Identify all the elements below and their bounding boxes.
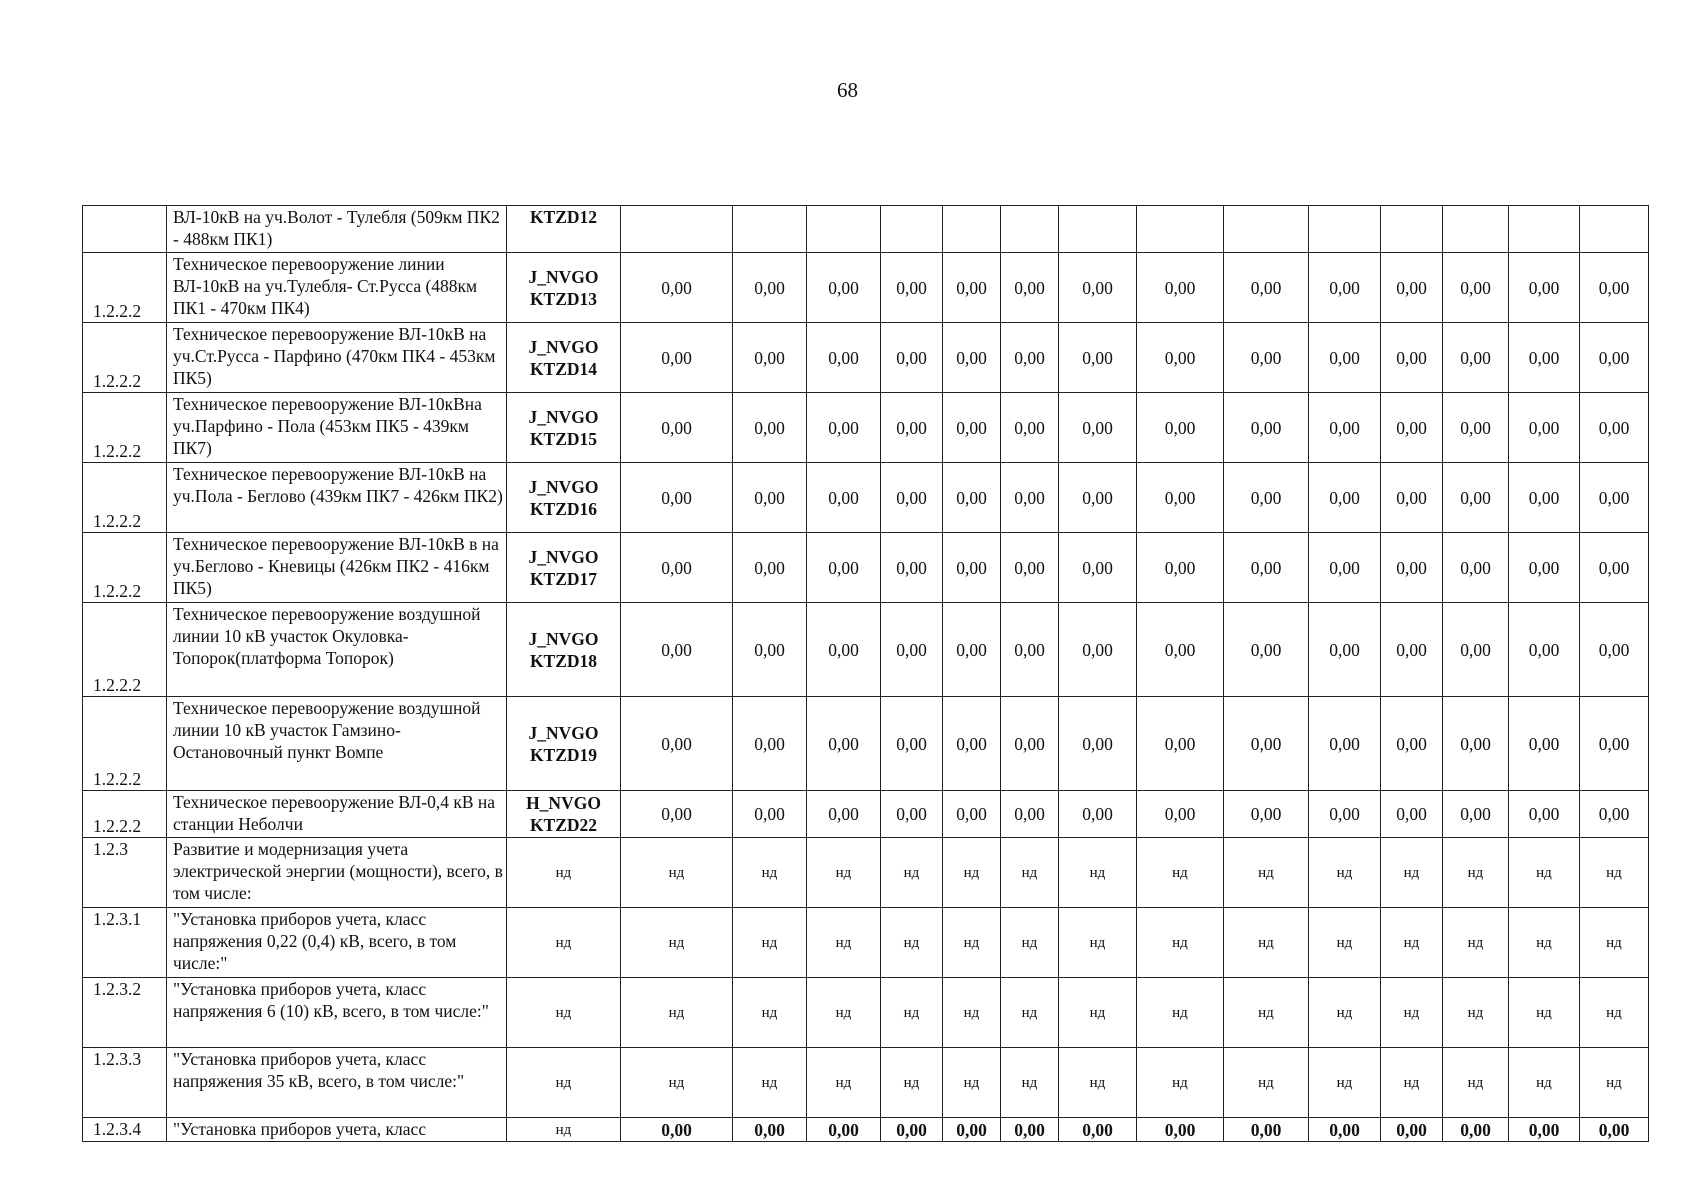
- value-cell: 0,00: [1381, 791, 1443, 838]
- value-cell: 0,00: [733, 323, 807, 393]
- value-cell: 0,00: [1309, 323, 1381, 393]
- value-cell: 0,00: [1509, 791, 1580, 838]
- value-cell: нд: [1381, 1048, 1443, 1118]
- value-cell: 0,00: [621, 791, 733, 838]
- value-cell: нд: [1001, 978, 1059, 1048]
- value-cell: 0,00: [1001, 533, 1059, 603]
- value-cell: [943, 206, 1001, 253]
- value-cell: нд: [943, 978, 1001, 1048]
- value-cell: 0,00: [943, 323, 1001, 393]
- table-row: [83, 323, 1649, 393]
- row-number-cell: 1.2.2.2: [83, 253, 167, 323]
- value-cell: [1059, 206, 1137, 253]
- value-cell: 0,00: [807, 253, 881, 323]
- row-number-cell: 1.2.2.2: [83, 533, 167, 603]
- row-number-cell: 1.2.2.2: [83, 603, 167, 697]
- value-cell: нд: [807, 1048, 881, 1118]
- value-cell: 0,00: [1309, 791, 1381, 838]
- row-name-cell: Техническое перевооружение ВЛ-10кВна уч.Парфино - Пола (453км ПК5 - 439км ПК7): [167, 393, 507, 463]
- value-cell: нд: [1224, 1048, 1309, 1118]
- value-cell: нд: [1309, 978, 1381, 1048]
- value-cell: нд: [733, 838, 807, 908]
- value-cell: нд: [1509, 908, 1580, 978]
- row-number-cell: 1.2.2.2: [83, 393, 167, 463]
- value-cell: 0,00: [943, 697, 1001, 791]
- value-cell: 0,00: [733, 603, 807, 697]
- value-cell: 0,00: [1059, 393, 1137, 463]
- value-cell: 0,00: [1224, 791, 1309, 838]
- value-cell: 0,00: [1224, 253, 1309, 323]
- value-cell: 0,00: [621, 533, 733, 603]
- value-cell: 0,00: [1443, 791, 1509, 838]
- value-cell: 0,00: [1580, 533, 1649, 603]
- table-row: [83, 393, 1649, 463]
- value-cell: 0,00: [807, 1118, 881, 1142]
- row-number-cell: [83, 206, 167, 253]
- row-code-cell: нд: [507, 908, 621, 978]
- value-cell: 0,00: [1224, 323, 1309, 393]
- value-cell: 0,00: [943, 1118, 1001, 1142]
- value-cell: 0,00: [1381, 253, 1443, 323]
- value-cell: нд: [1059, 908, 1137, 978]
- value-cell: 0,00: [1443, 463, 1509, 533]
- value-cell: 0,00: [621, 697, 733, 791]
- value-cell: 0,00: [1001, 323, 1059, 393]
- row-code-cell: нд: [507, 1048, 621, 1118]
- value-cell: нд: [1443, 838, 1509, 908]
- value-cell: 0,00: [1580, 791, 1649, 838]
- value-cell: [733, 206, 807, 253]
- value-cell: [1580, 206, 1649, 253]
- table-row: [83, 603, 1649, 697]
- row-name-cell: Техническое перевооружение ВЛ-0,4 кВ на станции Неболчи: [167, 791, 507, 838]
- value-cell: 0,00: [1309, 1118, 1381, 1142]
- row-name-cell: Техническое перевооружение воздушной линии 10 кВ участок Гамзино-Остановочный пункт Вомпе: [167, 697, 507, 791]
- row-code-cell: J_NVGO KTZD18: [507, 603, 621, 697]
- value-cell: 0,00: [1001, 1118, 1059, 1142]
- value-cell: нд: [621, 978, 733, 1048]
- value-cell: 0,00: [1137, 603, 1224, 697]
- value-cell: 0,00: [621, 463, 733, 533]
- table-row: [83, 978, 1649, 1048]
- value-cell: 0,00: [881, 1118, 943, 1142]
- value-cell: нд: [621, 1048, 733, 1118]
- value-cell: нд: [1509, 1048, 1580, 1118]
- value-cell: нд: [881, 978, 943, 1048]
- value-cell: 0,00: [1381, 323, 1443, 393]
- value-cell: 0,00: [1509, 1118, 1580, 1142]
- value-cell: 0,00: [1001, 603, 1059, 697]
- value-cell: нд: [1309, 1048, 1381, 1118]
- value-cell: 0,00: [1381, 533, 1443, 603]
- value-cell: [1001, 206, 1059, 253]
- value-cell: 0,00: [1059, 463, 1137, 533]
- value-cell: 0,00: [1443, 603, 1509, 697]
- page-number: 68: [837, 78, 858, 102]
- value-cell: 0,00: [1580, 603, 1649, 697]
- value-cell: нд: [1001, 838, 1059, 908]
- value-cell: 0,00: [881, 603, 943, 697]
- row-number-cell: 1.2.2.2: [83, 791, 167, 838]
- value-cell: нд: [1137, 838, 1224, 908]
- value-cell: нд: [1224, 978, 1309, 1048]
- investment-table-wrapper: [82, 205, 1649, 1142]
- value-cell: нд: [1137, 908, 1224, 978]
- value-cell: 0,00: [881, 323, 943, 393]
- value-cell: нд: [807, 908, 881, 978]
- value-cell: 0,00: [733, 393, 807, 463]
- value-cell: нд: [621, 908, 733, 978]
- value-cell: 0,00: [733, 697, 807, 791]
- value-cell: нд: [881, 1048, 943, 1118]
- value-cell: 0,00: [1224, 1118, 1309, 1142]
- value-cell: 0,00: [881, 463, 943, 533]
- value-cell: нд: [1509, 978, 1580, 1048]
- value-cell: 0,00: [733, 253, 807, 323]
- row-name-cell: "Установка приборов учета, класс напряжения 35 кВ, всего, в том числе:": [167, 1048, 507, 1118]
- value-cell: [1309, 206, 1381, 253]
- value-cell: [1443, 206, 1509, 253]
- row-number-cell: 1.2.3: [83, 838, 167, 908]
- row-name-cell: "Установка приборов учета, класс напряжения 6 (10) кВ, всего, в том числе:": [167, 978, 507, 1048]
- row-number-cell: 1.2.2.2: [83, 697, 167, 791]
- value-cell: 0,00: [1137, 463, 1224, 533]
- value-cell: 0,00: [1580, 253, 1649, 323]
- value-cell: 0,00: [1001, 697, 1059, 791]
- value-cell: нд: [807, 978, 881, 1048]
- value-cell: 0,00: [1137, 533, 1224, 603]
- value-cell: 0,00: [807, 323, 881, 393]
- row-name-cell: "Установка приборов учета, класс: [167, 1118, 507, 1142]
- value-cell: 0,00: [1224, 603, 1309, 697]
- value-cell: 0,00: [807, 393, 881, 463]
- value-cell: [1381, 206, 1443, 253]
- value-cell: нд: [733, 978, 807, 1048]
- value-cell: нд: [1059, 838, 1137, 908]
- value-cell: 0,00: [733, 463, 807, 533]
- row-code-cell: нд: [507, 1118, 621, 1142]
- value-cell: 0,00: [1001, 393, 1059, 463]
- value-cell: 0,00: [1509, 697, 1580, 791]
- row-code-cell: J_NVGO KTZD16: [507, 463, 621, 533]
- investment-table: [82, 205, 1649, 1142]
- value-cell: 0,00: [881, 253, 943, 323]
- value-cell: 0,00: [1137, 697, 1224, 791]
- row-code-cell: J_NVGO KTZD13: [507, 253, 621, 323]
- table-row: [83, 463, 1649, 533]
- table-row: [83, 697, 1649, 791]
- value-cell: нд: [1509, 838, 1580, 908]
- value-cell: 0,00: [1309, 463, 1381, 533]
- value-cell: 0,00: [1509, 393, 1580, 463]
- value-cell: нд: [943, 838, 1001, 908]
- table-row: [83, 1048, 1649, 1118]
- row-number-cell: 1.2.3.3: [83, 1048, 167, 1118]
- row-name-cell: Техническое перевооружение линии ВЛ-10кВ на уч.Тулебля- Ст.Русса (488км ПК1 - 470км ПК4): [167, 253, 507, 323]
- value-cell: 0,00: [1137, 253, 1224, 323]
- value-cell: 0,00: [1381, 1118, 1443, 1142]
- value-cell: 0,00: [1001, 253, 1059, 323]
- value-cell: 0,00: [943, 393, 1001, 463]
- value-cell: 0,00: [1580, 463, 1649, 533]
- row-name-cell: Развитие и модернизация учета электрической энергии (мощности), всего, в том числе:: [167, 838, 507, 908]
- value-cell: нд: [733, 908, 807, 978]
- row-code-cell: KTZD12: [507, 206, 621, 253]
- value-cell: 0,00: [1580, 1118, 1649, 1142]
- value-cell: 0,00: [1443, 323, 1509, 393]
- value-cell: нд: [1443, 908, 1509, 978]
- value-cell: нд: [733, 1048, 807, 1118]
- value-cell: [1137, 206, 1224, 253]
- value-cell: 0,00: [1509, 253, 1580, 323]
- value-cell: нд: [1137, 1048, 1224, 1118]
- value-cell: 0,00: [733, 791, 807, 838]
- row-name-cell: Техническое перевооружение ВЛ-10кВ в на уч.Беглово - Кневицы (426км ПК2 - 416км ПК5): [167, 533, 507, 603]
- value-cell: 0,00: [621, 393, 733, 463]
- value-cell: нд: [1580, 908, 1649, 978]
- value-cell: 0,00: [1580, 697, 1649, 791]
- value-cell: нд: [943, 1048, 1001, 1118]
- value-cell: 0,00: [1224, 697, 1309, 791]
- value-cell: 0,00: [1509, 463, 1580, 533]
- row-name-cell: Техническое перевооружение воздушной линии 10 кВ участок Окуловка-Топорок(платформа Топорок): [167, 603, 507, 697]
- value-cell: нд: [807, 838, 881, 908]
- value-cell: [1509, 206, 1580, 253]
- value-cell: нд: [1059, 978, 1137, 1048]
- table-row: [83, 838, 1649, 908]
- row-name-cell: Техническое перевооружение ВЛ-10кВ на уч.Пола - Беглово (439км ПК7 - 426км ПК2): [167, 463, 507, 533]
- value-cell: 0,00: [1137, 1118, 1224, 1142]
- value-cell: 0,00: [1059, 533, 1137, 603]
- row-code-cell: H_NVGO KTZD22: [507, 791, 621, 838]
- row-number-cell: 1.2.2.2: [83, 323, 167, 393]
- value-cell: нд: [1224, 908, 1309, 978]
- value-cell: 0,00: [733, 1118, 807, 1142]
- value-cell: 0,00: [807, 533, 881, 603]
- value-cell: 0,00: [621, 1118, 733, 1142]
- value-cell: 0,00: [1309, 393, 1381, 463]
- row-code-cell: J_NVGO KTZD14: [507, 323, 621, 393]
- row-number-cell: 1.2.2.2: [83, 463, 167, 533]
- table-row: [83, 206, 1649, 253]
- value-cell: 0,00: [1443, 1118, 1509, 1142]
- value-cell: 0,00: [733, 533, 807, 603]
- row-code-cell: J_NVGO KTZD19: [507, 697, 621, 791]
- row-code-cell: нд: [507, 838, 621, 908]
- table-row: [83, 533, 1649, 603]
- table-row: [83, 908, 1649, 978]
- value-cell: нд: [621, 838, 733, 908]
- value-cell: 0,00: [1224, 393, 1309, 463]
- table-row: [83, 253, 1649, 323]
- value-cell: нд: [1580, 978, 1649, 1048]
- value-cell: 0,00: [1059, 1118, 1137, 1142]
- value-cell: нд: [1443, 1048, 1509, 1118]
- value-cell: 0,00: [1224, 533, 1309, 603]
- row-name-cell: "Установка приборов учета, класс напряжения 0,22 (0,4) кВ, всего, в том числе:": [167, 908, 507, 978]
- value-cell: нд: [1580, 838, 1649, 908]
- value-cell: 0,00: [1059, 603, 1137, 697]
- value-cell: 0,00: [621, 253, 733, 323]
- value-cell: [621, 206, 733, 253]
- value-cell: 0,00: [1381, 603, 1443, 697]
- value-cell: 0,00: [1509, 323, 1580, 393]
- row-code-cell: J_NVGO KTZD17: [507, 533, 621, 603]
- value-cell: нд: [943, 908, 1001, 978]
- value-cell: 0,00: [943, 253, 1001, 323]
- value-cell: 0,00: [1309, 533, 1381, 603]
- value-cell: 0,00: [807, 697, 881, 791]
- value-cell: 0,00: [807, 463, 881, 533]
- row-code-cell: J_NVGO KTZD15: [507, 393, 621, 463]
- value-cell: 0,00: [881, 393, 943, 463]
- value-cell: 0,00: [1224, 463, 1309, 533]
- value-cell: 0,00: [1059, 791, 1137, 838]
- value-cell: 0,00: [621, 323, 733, 393]
- value-cell: нд: [1381, 838, 1443, 908]
- value-cell: 0,00: [881, 533, 943, 603]
- value-cell: 0,00: [943, 463, 1001, 533]
- value-cell: 0,00: [1137, 393, 1224, 463]
- table-row: [83, 1118, 1649, 1142]
- table-body: [83, 206, 1649, 1142]
- value-cell: нд: [1381, 978, 1443, 1048]
- value-cell: 0,00: [1001, 791, 1059, 838]
- row-name-cell: Техническое перевооружение ВЛ-10кВ на уч.Ст.Русса - Парфино (470км ПК4 - 453км ПК5): [167, 323, 507, 393]
- table-row: [83, 791, 1649, 838]
- value-cell: 0,00: [1059, 323, 1137, 393]
- value-cell: нд: [1309, 838, 1381, 908]
- value-cell: 0,00: [1309, 603, 1381, 697]
- value-cell: нд: [1381, 908, 1443, 978]
- value-cell: 0,00: [943, 603, 1001, 697]
- value-cell: 0,00: [1381, 697, 1443, 791]
- value-cell: 0,00: [1443, 253, 1509, 323]
- value-cell: 0,00: [1309, 697, 1381, 791]
- value-cell: 0,00: [943, 791, 1001, 838]
- row-number-cell: 1.2.3.1: [83, 908, 167, 978]
- value-cell: 0,00: [1059, 253, 1137, 323]
- row-number-cell: 1.2.3.4: [83, 1118, 167, 1142]
- value-cell: 0,00: [1509, 533, 1580, 603]
- value-cell: нд: [881, 838, 943, 908]
- value-cell: 0,00: [1137, 323, 1224, 393]
- value-cell: нд: [1001, 908, 1059, 978]
- row-code-cell: нд: [507, 978, 621, 1048]
- value-cell: 0,00: [1580, 393, 1649, 463]
- value-cell: 0,00: [1137, 791, 1224, 838]
- value-cell: 0,00: [1309, 253, 1381, 323]
- value-cell: 0,00: [1059, 697, 1137, 791]
- row-name-cell: ВЛ-10кВ на уч.Волот - Тулебля (509км ПК2 - 488км ПК1): [167, 206, 507, 253]
- value-cell: 0,00: [1001, 463, 1059, 533]
- value-cell: нд: [1059, 1048, 1137, 1118]
- value-cell: 0,00: [1443, 697, 1509, 791]
- value-cell: 0,00: [1509, 603, 1580, 697]
- value-cell: 0,00: [1381, 393, 1443, 463]
- value-cell: 0,00: [1443, 393, 1509, 463]
- value-cell: [881, 206, 943, 253]
- value-cell: 0,00: [881, 791, 943, 838]
- value-cell: 0,00: [1443, 533, 1509, 603]
- value-cell: 0,00: [943, 533, 1001, 603]
- value-cell: 0,00: [621, 603, 733, 697]
- value-cell: 0,00: [881, 697, 943, 791]
- row-number-cell: 1.2.3.2: [83, 978, 167, 1048]
- value-cell: 0,00: [807, 791, 881, 838]
- value-cell: нд: [881, 908, 943, 978]
- value-cell: [807, 206, 881, 253]
- value-cell: [1224, 206, 1309, 253]
- value-cell: 0,00: [807, 603, 881, 697]
- value-cell: нд: [1224, 838, 1309, 908]
- value-cell: нд: [1137, 978, 1224, 1048]
- value-cell: нд: [1001, 1048, 1059, 1118]
- value-cell: 0,00: [1580, 323, 1649, 393]
- value-cell: нд: [1309, 908, 1381, 978]
- value-cell: нд: [1443, 978, 1509, 1048]
- value-cell: 0,00: [1381, 463, 1443, 533]
- value-cell: нд: [1580, 1048, 1649, 1118]
